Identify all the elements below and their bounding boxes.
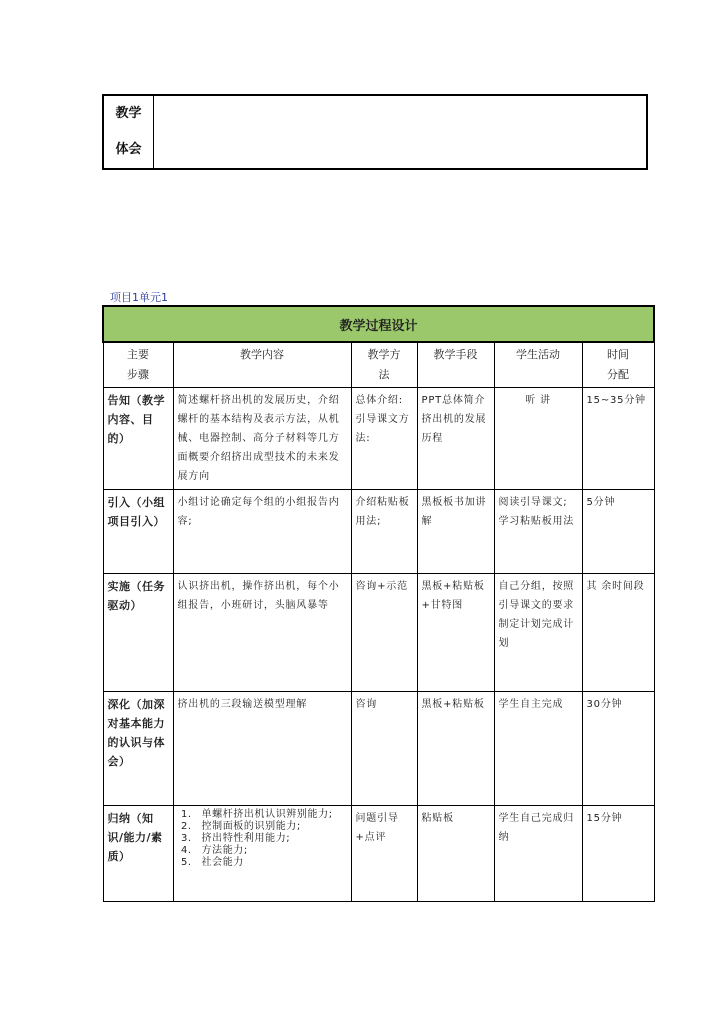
list-item: 2. 控制面板的识别能力; (196, 821, 347, 833)
header-time-line1: 时间 (607, 348, 630, 361)
content-cell (173, 806, 351, 902)
means-cell: 黑板+粘贴板 (417, 692, 494, 806)
activity-cell: 自己分组，按照引导课文的要求制定计划完成计划 (494, 574, 582, 692)
means-cell: 黑板+粘贴板+甘特图 (417, 574, 494, 692)
header-method (351, 342, 417, 388)
header-method-line2: 法 (378, 368, 390, 381)
content-cell: 小组讨论确定每个组的小组报告内容; (173, 490, 351, 574)
activity-cell: 听 讲 (494, 388, 582, 490)
time-cell: 15分钟 (582, 806, 654, 902)
table-row (103, 574, 654, 692)
header-means: 教学手段 (417, 342, 494, 388)
method-cell: 咨询+示范 (351, 574, 417, 692)
teaching-reflection-content (154, 96, 646, 168)
header-step-line1: 主要 (127, 348, 149, 361)
list-item: 1. 单螺杆挤出机认识辨别能力; (196, 809, 347, 821)
time-cell: 其 余时间段 (582, 574, 654, 692)
table-row (103, 388, 654, 490)
means-cell: 粘贴板 (417, 806, 494, 902)
content-cell: 简述螺杆挤出机的发展历史，介绍螺杆的基本结构及表示方法，从机械、电器控制、高分子材料等几方面概要介绍挤出成型技术的未来发展方向 (173, 388, 351, 490)
method-cell: 咨询 (351, 692, 417, 806)
label-line-1: 教学 (115, 106, 142, 121)
step-cell: 告知（教学内容、目的） (103, 388, 173, 490)
activity-cell: 阅读引导课文;学习粘贴板用法 (494, 490, 582, 574)
method-cell: 介绍粘贴板用法; (351, 490, 417, 574)
content-cell: 挤出机的三段输送模型理解 (173, 692, 351, 806)
teaching-reflection-box (102, 94, 648, 170)
activity-cell: 学生自己完成归纳 (494, 806, 582, 902)
means-cell: PPT总体简介挤出机的发展历程 (417, 388, 494, 490)
content-cell: 认识挤出机，操作挤出机，每个小组报告，小班研讨，头脑风暴等 (173, 574, 351, 692)
label-line-2: 体会 (115, 142, 142, 157)
step-cell: 引入（小组项目引入） (103, 490, 173, 574)
header-time (582, 342, 654, 388)
header-activity: 学生活动 (494, 342, 582, 388)
table-row (103, 490, 654, 574)
step-cell: 归纳（知识/能力/素质） (103, 806, 173, 902)
header-time-line2: 分配 (607, 368, 630, 381)
teaching-process-table (102, 305, 655, 902)
method-cell: 问题引导+点评 (351, 806, 417, 902)
ability-list (178, 809, 347, 869)
activity-cell: 学生自主完成 (494, 692, 582, 806)
header-step-line2: 步骤 (127, 368, 149, 381)
header-step (103, 342, 173, 388)
list-item: 5. 社会能力 (196, 857, 347, 869)
table-caption: 项目1单元1 (110, 291, 168, 304)
table-title: 教学过程设计 (103, 306, 654, 342)
time-cell: 5分钟 (582, 490, 654, 574)
time-cell: 30分钟 (582, 692, 654, 806)
step-cell: 深化（加深对基本能力的认识与体会） (103, 692, 173, 806)
table-row (103, 692, 654, 806)
header-row (103, 342, 654, 388)
time-cell: 15~35分钟 (582, 388, 654, 490)
table-title-row (103, 306, 654, 342)
step-cell: 实施（任务驱动） (103, 574, 173, 692)
header-method-line1: 教学方 (367, 348, 401, 361)
list-item: 4. 方法能力; (196, 845, 347, 857)
means-cell: 黑板板书加讲解 (417, 490, 494, 574)
method-cell: 总体介绍:引导课文方法: (351, 388, 417, 490)
teaching-reflection-label (104, 96, 154, 168)
header-content: 教学内容 (173, 342, 351, 388)
list-item: 3. 挤出特性利用能力; (196, 833, 347, 845)
table-row (103, 806, 654, 902)
